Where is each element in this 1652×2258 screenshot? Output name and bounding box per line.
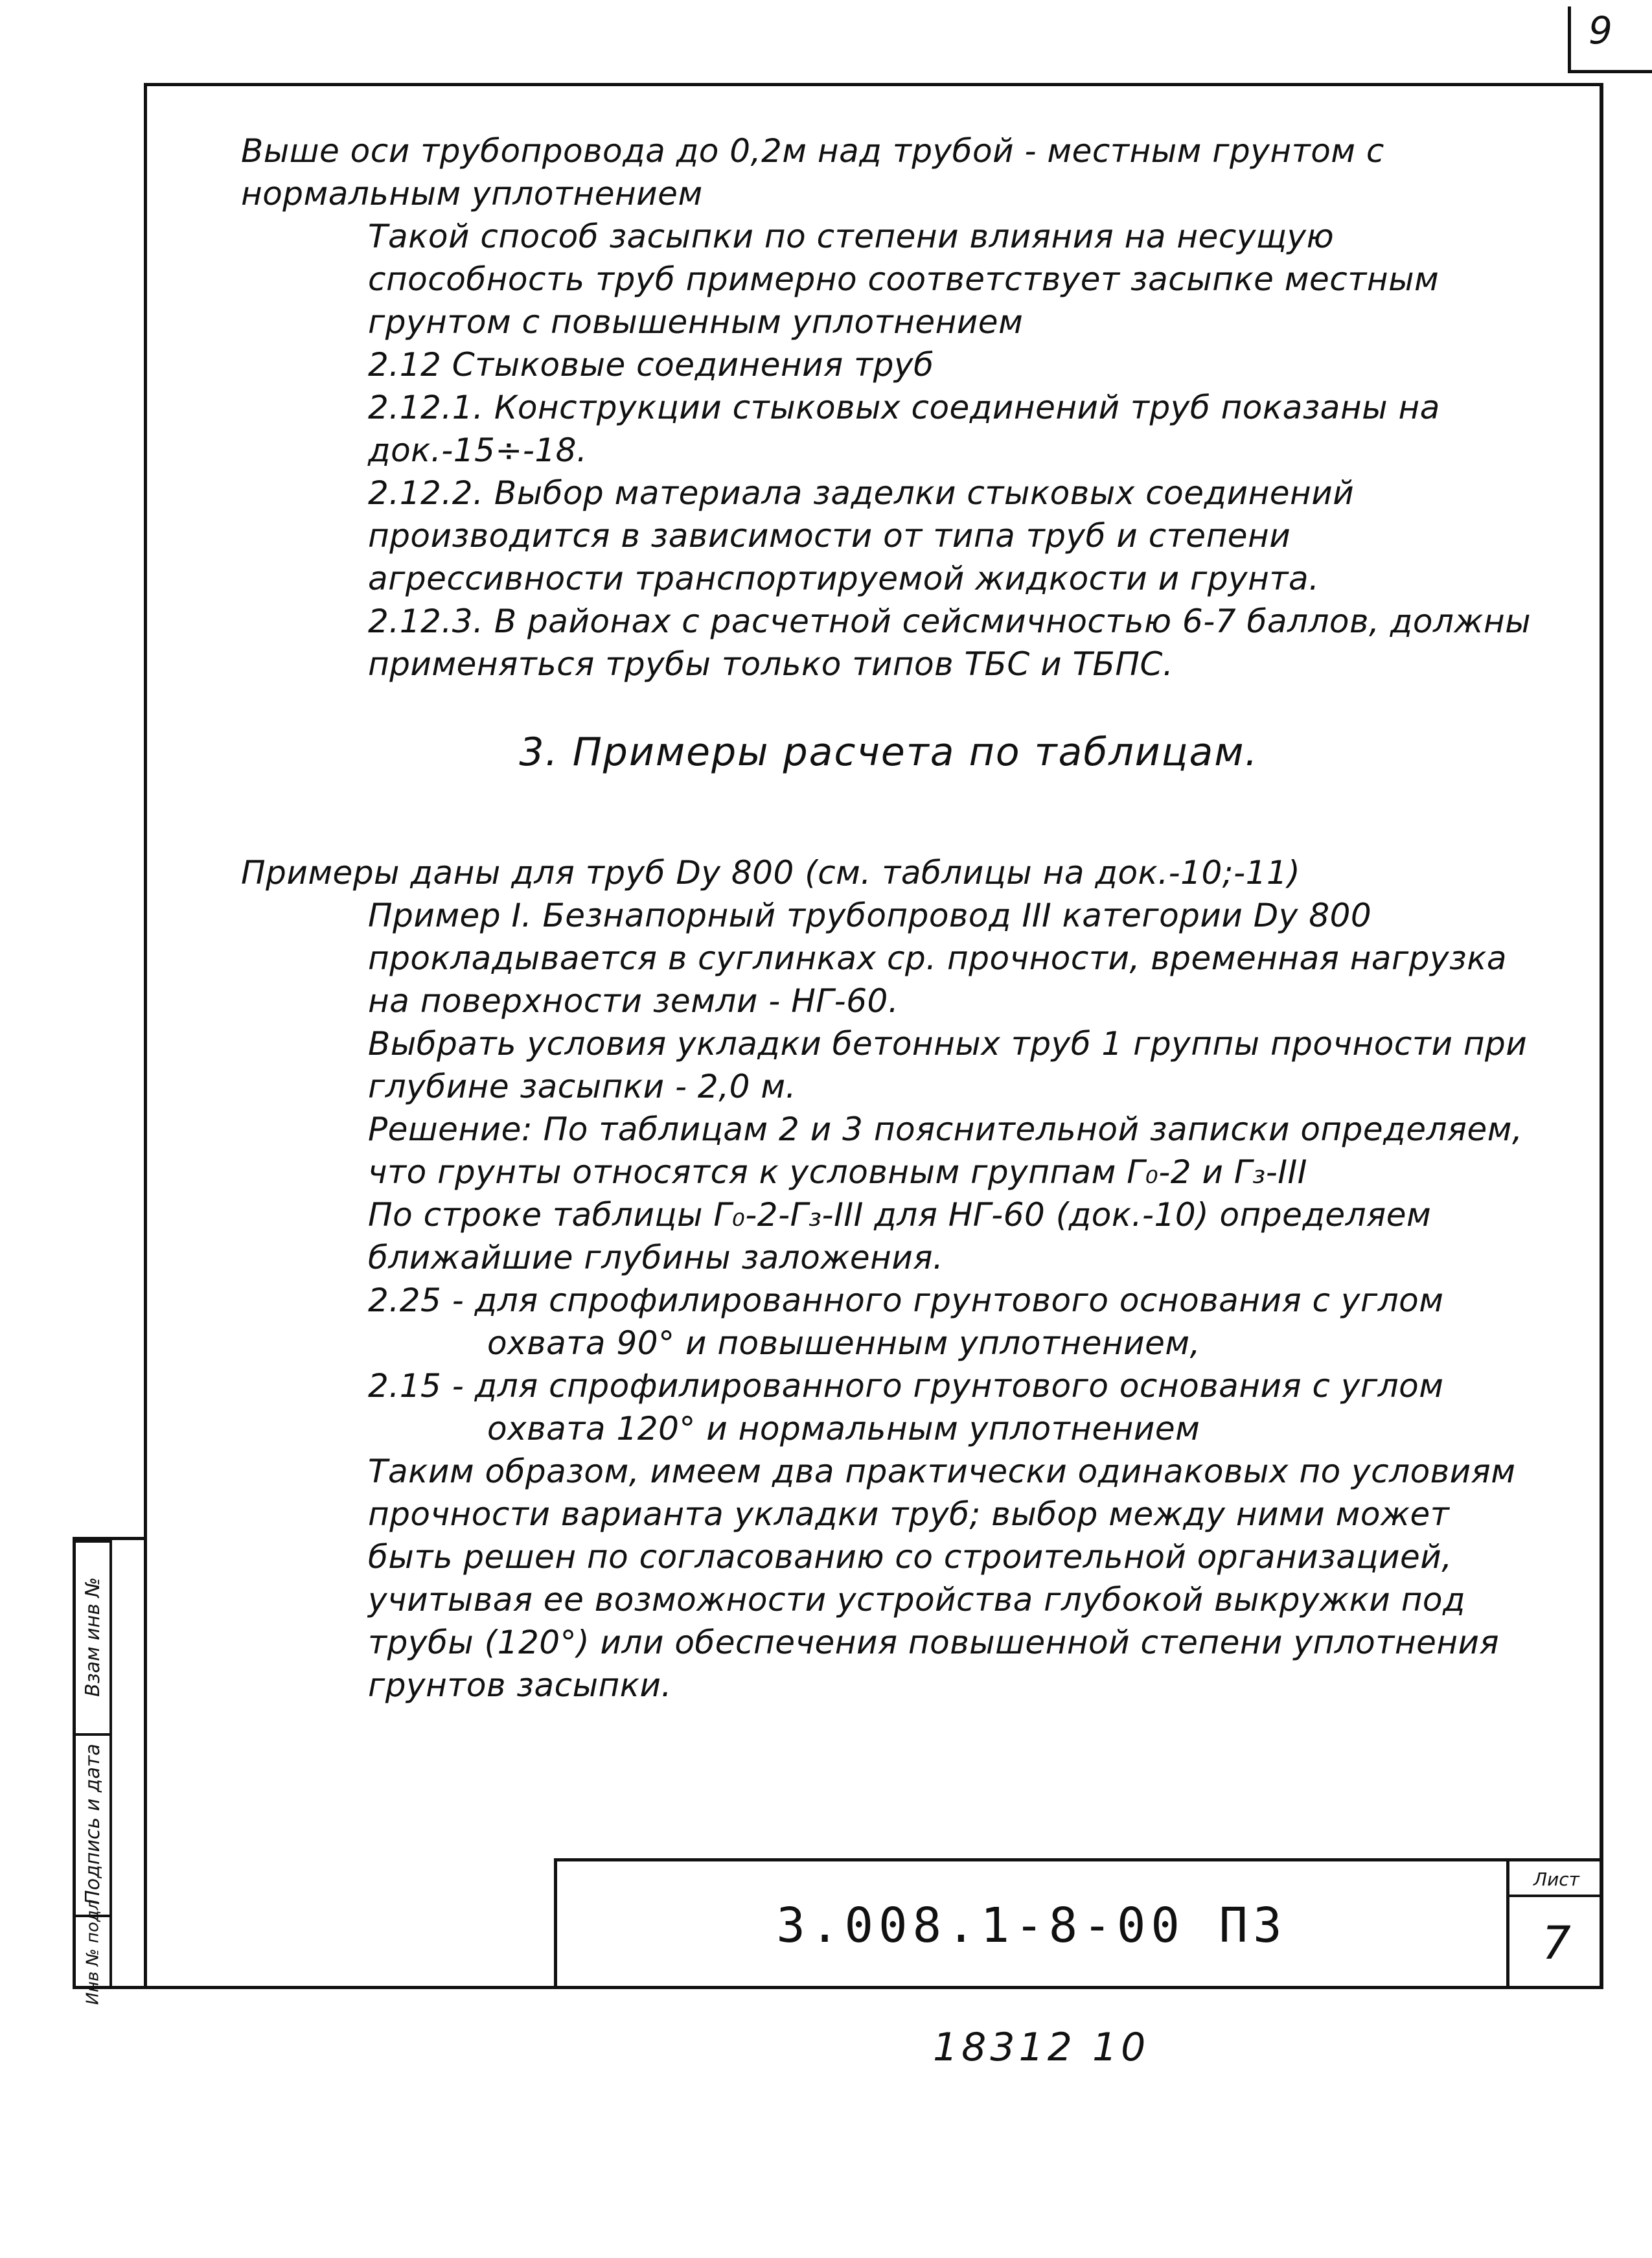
paragraph: Такой способ засыпки по степени влияния на несущую способность труб примерно соответствует засыпке местным грунтом с повышенным уплотнением: [368, 218, 1440, 341]
paragraph: 2.12.1. Конструкции стыковых соединений труб показаны на док.-15÷-18.: [368, 389, 1440, 469]
paragraph: 2.12.3. В районах с расчетной сейсмичностью 6-7 баллов, должны применяться трубы только типов ТБС и ТБПС.: [368, 603, 1532, 683]
side-stamp: [73, 1537, 147, 2005]
document-code: 3.008.1-8-00 ПЗ: [776, 1897, 1287, 1953]
side-label-vzam-inv: Взам инв №: [81, 1576, 104, 1697]
sheet-label: Лист: [1509, 1861, 1603, 1897]
corner-rule-horizontal: [1568, 70, 1652, 73]
paragraph: 2.25 - для спрофилированного грунтового основания с углом охвата 90° и повышенным уплотнением,: [368, 1282, 1444, 1362]
section-heading: 3. Примеры расчета по таблицам.: [519, 730, 1259, 775]
paragraph: 2.15 - для спрофилированного грунтового основания с углом охвата 120° и нормальным уплотнением: [368, 1367, 1444, 1447]
paragraph: 2.12 Стыковые соединения труб: [368, 346, 934, 384]
paragraph: 2.12.2. Выбор материала заделки стыковых соединений производится в зависимости от типа труб и степени агрессивности транспортируемой жидкости и грунта.: [368, 474, 1355, 597]
footer-archive-number: 18312 10: [933, 2025, 1150, 2070]
paragraph: Примеры даны для труб Dу 800 (см. таблицы на док.-10;-11): [241, 854, 1301, 892]
paragraph: Пример I. Безнапорный трубопровод III категории Dу 800 прокладывается в суглинках ср. прочности, временная нагрузка на поверхности земли - НГ-60.: [368, 897, 1508, 1020]
sheet-number: 7: [1542, 1917, 1571, 1970]
paragraph: Таким образом, имеем два практически одинаковых по условиям прочности варианта укладки труб; выбор между ними может быть решен по согласованию со строительной организацией, учитывая ее возможности устройства глубокой выкружки под трубы (120°) или обеспечения повышенной степени уплотнения грунтов засыпки.: [368, 1453, 1516, 1704]
paragraph: По строке таблицы Г₀-2-Г₃-III для НГ-60 (док.-10) определяем ближайшие глубины заложения.: [368, 1196, 1432, 1276]
paragraph: Решение: По таблицам 2 и 3 пояснительной записки определяем, что грунты относятся к условным группам Г₀-2 и Г₃-III: [368, 1111, 1523, 1191]
page-corner-number: 9: [1589, 8, 1612, 52]
document-body: [241, 130, 1537, 1707]
side-label-podpis-data: Подпись и дата: [81, 1743, 104, 1905]
side-label-inv-podl: Инв № подл: [83, 1899, 102, 2005]
title-block: [554, 1858, 1603, 1989]
sheet-box: [1506, 1861, 1603, 1989]
corner-rule-vertical: [1568, 6, 1571, 71]
paragraph: Выше оси трубопровода до 0,2м над трубой - местным грунтом с нормальным уплотнением: [241, 132, 1384, 213]
paragraph: Выбрать условия укладки бетонных труб 1 группы прочности при глубине засыпки - 2,0 м.: [368, 1025, 1528, 1105]
side-stamp-divider: [109, 1540, 112, 1986]
